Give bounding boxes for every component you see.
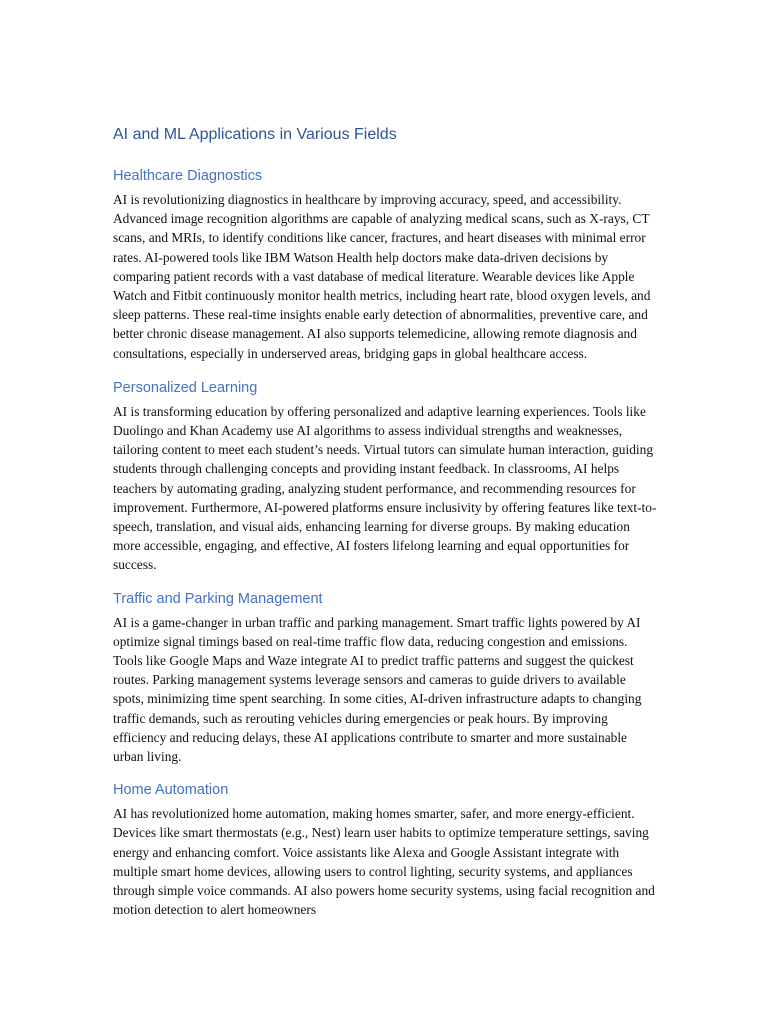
document-content bbox=[113, 124, 658, 934]
section-body: AI is revolutionizing diagnostics in healthcare by improving accuracy, speed, and accessibility. Advanced image recognition algorithms are capable of analyzing medical scans, such as X-rays, CT scans, and MRIs, to identify conditions like cancer, fractures, and heart diseases with minimal error rates. AI-powered tools like IBM Watson Health help doctors make data-driven decisions by comparing patient records with a vast database of medical literature. Wearable devices like Apple Watch and Fitbit continuously monitor health metrics, including heart rate, blood oxygen levels, and sleep patterns. These real-time insights enable early detection of abnormalities, preventive care, and better chronic disease management. AI also supports telemedicine, allowing remote diagnosis and consultations, especially in underserved areas, bridging gaps in global healthcare access. bbox=[113, 192, 651, 361]
section-healthcare-diagnostics bbox=[113, 166, 658, 363]
section-heading: Home Automation bbox=[113, 782, 229, 799]
document-title: AI and ML Applications in Various Fields bbox=[113, 126, 397, 143]
section-heading: Healthcare Diagnostics bbox=[113, 168, 263, 184]
section-body: AI has revolutionized home automation, making homes smarter, safer, and more energy-efficient. Devices like smart thermostats (e.g., Nest) learn user habits to optimize temperature settings, saving energy and enhancing comfort. Voice assistants like Alexa and Google Assistant integrate with multiple smart home devices, allowing users to control lighting, security systems, and appliances through simple voice commands. AI also powers home security systems, using facial recognition and motion detection to alert homeowners bbox=[113, 806, 655, 918]
section-home-automation bbox=[113, 780, 658, 919]
section-body: AI is a game-changer in urban traffic and parking management. Smart traffic lights powered by AI optimize signal timings based on real-time traffic flow data, reducing congestion and emissions. Tools like Google Maps and Waze integrate AI to predict traffic patterns and suggest the quickest routes. Parking management systems leverage sensors and cameras to guide drivers to available spots, minimizing time spent searching. In some cities, AI-driven infrastructure adapts to changing traffic demands, such as rerouting vehicles during emergencies or peak hours. By improving efficiency and reducing delays, these AI applications contribute to smarter and more sustainable urban living. bbox=[113, 614, 642, 765]
section-traffic-parking-management bbox=[113, 589, 658, 767]
section-heading: Traffic and Parking Management bbox=[113, 590, 323, 607]
section-personalized-learning bbox=[113, 378, 658, 575]
section-heading: Personalized Learning bbox=[113, 379, 258, 396]
section-body: AI is transforming education by offering personalized and adaptive learning experiences. Tools like Duolingo and Khan Academy use AI algorithms to assess individual strengths and weaknesses, tailoring content to meet each student’s needs. Virtual tutors can simulate human interaction, guiding students through challenging concepts and providing instant feedback. In classrooms, AI helps teachers by automating grading, analyzing student performance, and recommending resources for improvement. Furthermore, AI-powered platforms ensure inclusivity by offering features like text-to-speech, translation, and visual aids, enhancing learning for diverse groups. By making education more accessible, engaging, and effective, AI fosters lifelong learning and equal opportunities for success. bbox=[113, 403, 657, 573]
